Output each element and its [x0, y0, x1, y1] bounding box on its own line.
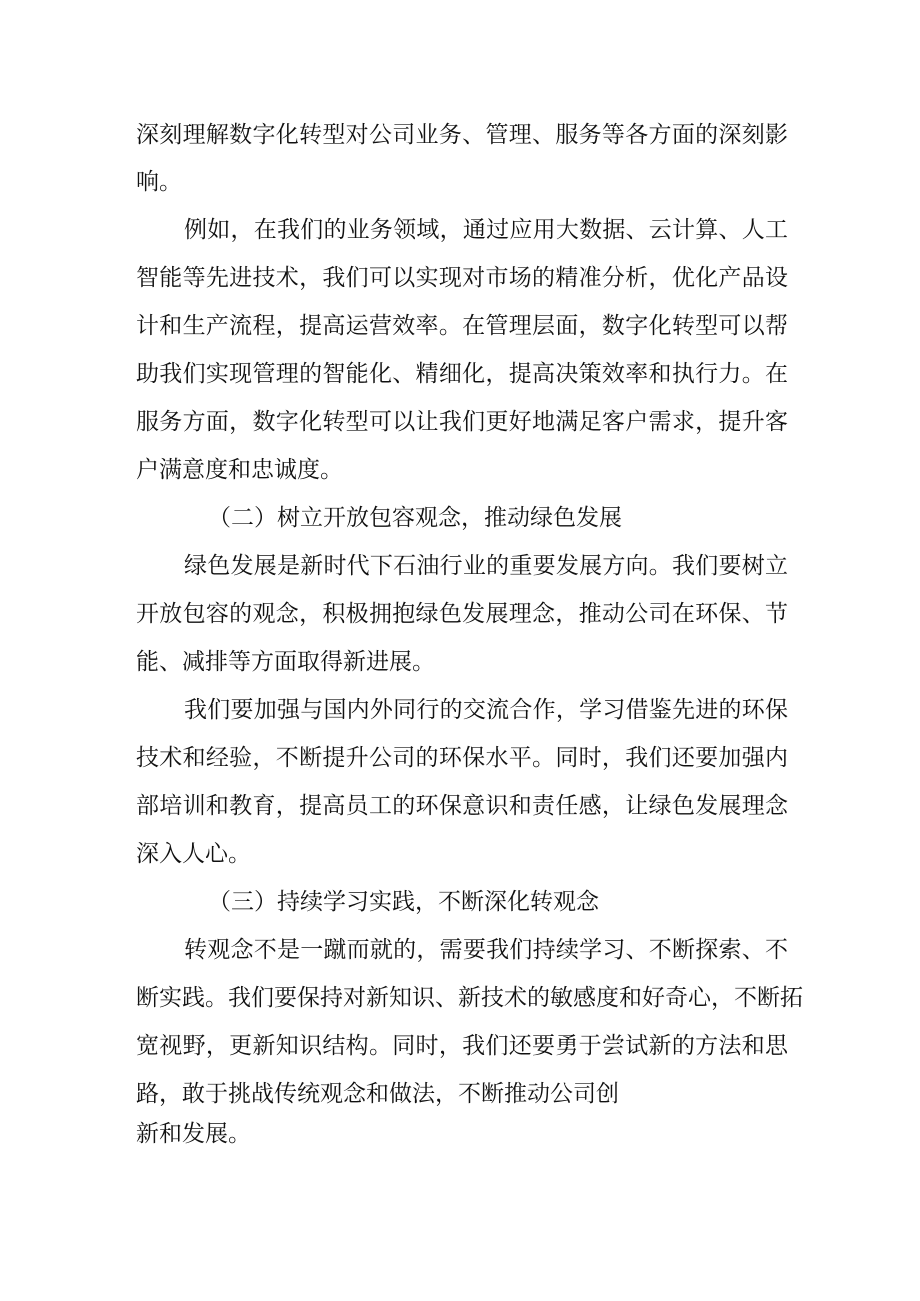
- text-line: 技术和经验，不断提升公司的环保水平。同时，我们还要加强内: [136, 745, 788, 771]
- text-line: 服务方面，数字化转型可以让我们更好地满足客户需求，提升客: [136, 409, 788, 435]
- text-line: 例如，在我们的业务领域，通过应用大数据、云计算、人工: [184, 217, 788, 243]
- text-line: 助我们实现管理的智能化、精细化，提高决策效率和执行力。在: [136, 361, 788, 387]
- text-line: 宽视野，更新知识结构。同时，我们还要勇于尝试新的方法和思: [136, 1033, 788, 1059]
- text-line: 绿色发展是新时代下石油行业的重要发展方向。我们要树立: [184, 553, 788, 579]
- text-line: 部培训和教育，提高员工的环保意识和责任感，让绿色发展理念: [136, 793, 788, 819]
- text-line: 深入人心。: [136, 841, 251, 867]
- section-heading: （二）树立开放包容观念，推动绿色发展: [208, 505, 622, 531]
- text-line: 我们要加强与国内外同行的交流合作，学习借鉴先进的环保: [184, 697, 788, 723]
- text-line: 能、减排等方面取得新进展。: [136, 649, 435, 675]
- text-line: 计和生产流程，提高运营效率。在管理层面，数字化转型可以帮: [136, 313, 788, 339]
- text-line: 智能等先进技术，我们可以实现对市场的精准分析，优化产品设: [136, 265, 788, 291]
- text-line: 路，敢于挑战传统观念和做法，不断推动公司创: [136, 1081, 619, 1107]
- text-line: 响。: [136, 169, 182, 195]
- text-line: 深刻理解数字化转型对公司业务、管理、服务等各方面的深刻影: [136, 122, 788, 148]
- text-line: 断实践。我们要保持对新知识、新技术的敏感度和好奇心，不断拓: [136, 985, 803, 1011]
- text-line: 转观念不是一蹴而就的，需要我们持续学习、不断探索、不: [184, 937, 788, 963]
- text-line: 新和发展。: [136, 1121, 251, 1147]
- text-line: 户满意度和忠诚度。: [136, 457, 343, 483]
- section-heading: （三）持续学习实践，不断深化转观念: [208, 889, 599, 915]
- text-line: 开放包容的观念，积极拥抱绿色发展理念，推动公司在环保、节: [136, 601, 788, 627]
